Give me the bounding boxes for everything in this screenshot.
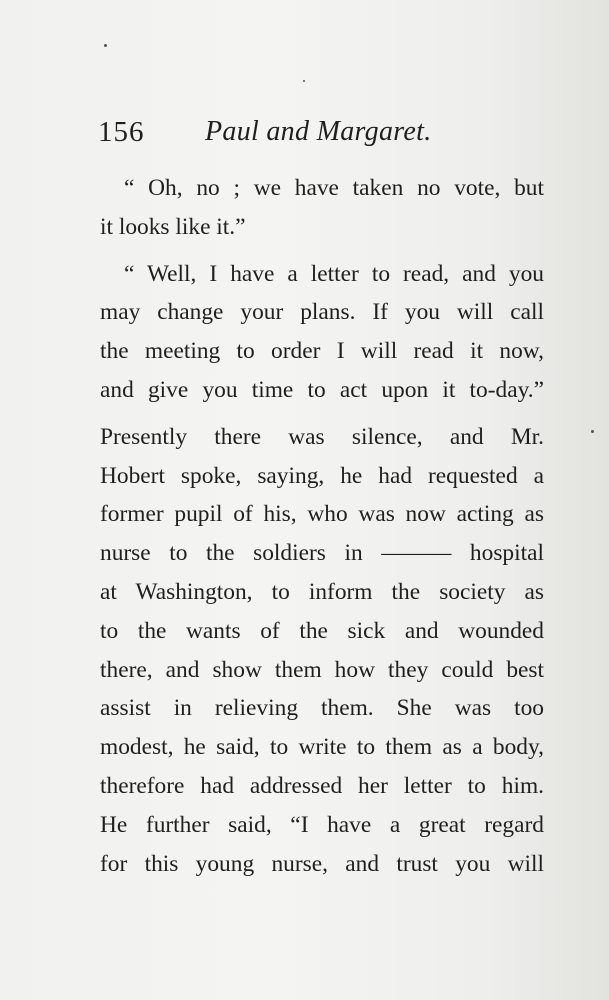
paper-speck	[303, 80, 305, 82]
text-line: it looks like it.”	[100, 213, 246, 240]
text-line: “ Oh, no ; we have taken no vote, but	[124, 175, 544, 201]
text-line: may change your plans. If you will call	[100, 299, 544, 326]
paper-speck	[591, 430, 594, 433]
page-number: 156	[98, 116, 145, 148]
paper-speck	[104, 44, 107, 47]
text-line: to the wants of the sick and wounded	[100, 617, 544, 644]
text-line: He further said, “I have a great regard	[100, 811, 544, 838]
text-line: the meeting to order I will read it now,	[100, 338, 544, 365]
body-text	[100, 169, 544, 883]
paragraph	[100, 169, 544, 247]
page-header	[98, 110, 478, 154]
text-line: for this young nurse, and trust you will	[100, 850, 544, 877]
text-line: assist in relieving them. She was too	[100, 695, 544, 722]
text-line: Hobert spoke, saying, he had requested a	[100, 462, 544, 489]
text-line: Presently there was silence, and Mr.	[100, 423, 544, 450]
text-line: therefore had addressed her letter to him.	[100, 772, 544, 799]
text-line: there, and show them how they could best	[100, 656, 544, 683]
text-line: nurse to the soldiers in ——— hospital	[100, 540, 544, 567]
paragraph	[100, 255, 544, 410]
text-line: and give you time to act upon it to-day.”	[100, 376, 544, 403]
text-line: former pupil of his, who was now acting as	[100, 501, 544, 528]
text-line: “ Well, I have a letter to read, and you	[124, 260, 544, 287]
running-title: Paul and Margaret.	[205, 116, 432, 147]
paragraph	[100, 418, 544, 884]
text-line: at Washington, to inform the society as	[100, 578, 544, 605]
text-line: modest, he said, to write to them as a body,	[100, 734, 544, 761]
